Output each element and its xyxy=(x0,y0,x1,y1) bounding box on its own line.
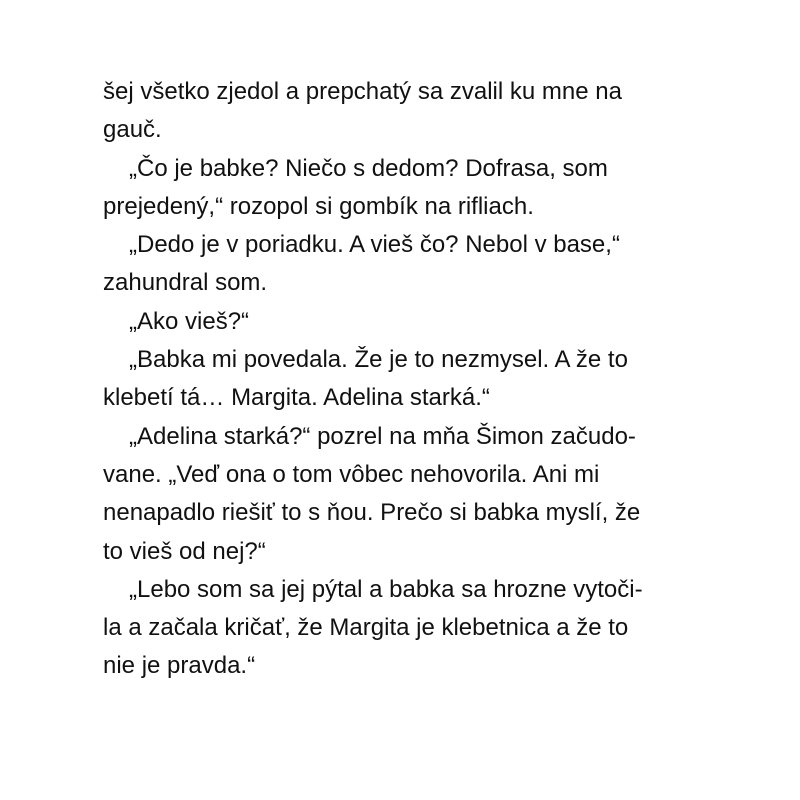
text-line-8: „Babka mi povedala. Že je to nezmysel. A že to xyxy=(129,346,628,374)
text-line-10: „Adelina starká?“ pozrel na mňa Šimon začudo- xyxy=(129,422,636,450)
text-line-2: gauč. xyxy=(103,116,162,144)
text-line-15: la a začala kričať, že Margita je klebetnica a že to xyxy=(103,614,629,642)
text-line-14: „Lebo som sa jej pýtal a babka sa hrozne vytoči- xyxy=(129,575,643,603)
text-line-1: šej všetko zjedol a prepchatý sa zvalil ku mne na xyxy=(103,78,622,105)
text-line-5: „Dedo je v poriadku. A vieš čo? Nebol v base,“ xyxy=(129,231,620,259)
text-line-9: klebetí tá… Margita. Adelina starká.“ xyxy=(103,384,490,412)
text-line-6: zahundral som. xyxy=(103,269,268,297)
page-text xyxy=(103,73,723,686)
text-line-11: vane. „Veď ona o tom vôbec nehovorila. Ani mi xyxy=(103,460,600,488)
text-line-4: prejedený,“ rozopol si gombík na rifliach. xyxy=(103,192,534,220)
text-line-12: nenapadlo riešiť to s ňou. Prečo si babka myslí, že xyxy=(103,499,641,527)
text-line-7: „Ako vieš?“ xyxy=(129,307,250,335)
text-line-16: nie je pravda.“ xyxy=(103,652,256,680)
text-line-3: „Čo je babke? Niečo s dedom? Dofrasa, som xyxy=(129,154,608,182)
text-line-13: to vieš od nej?“ xyxy=(103,537,266,565)
